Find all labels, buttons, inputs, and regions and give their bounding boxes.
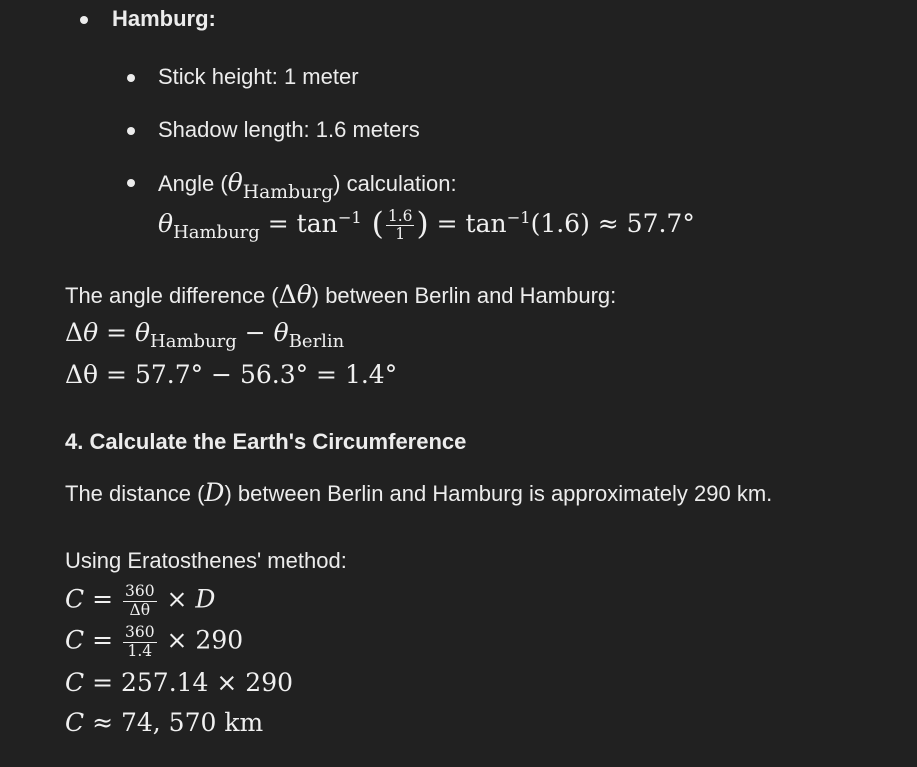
fraction-1-6-over-1: $\frac{1.6}{1}$ [387, 206, 413, 243]
section-4-heading: 4. Calculate the Earth's Circumference [65, 429, 467, 454]
angle-difference-intro: The angle difference (Δθ) between Berlin and Hamburg: [65, 280, 617, 309]
bullet-dot [127, 127, 135, 135]
hamburg-subscript: Hamburg [242, 181, 334, 203]
circumference-formula: C = $\frac{360}{\Delta\theta}$ × D [65, 582, 216, 619]
method-intro: Using Eratosthenes' method: [65, 548, 347, 573]
angle-calc-item [158, 168, 457, 203]
circumference-step: C = 257.14 × 290 [65, 668, 294, 697]
circumference-substituted: C = $\frac{360}{1.4}$ × 290 [65, 623, 244, 660]
angle-label-pre: Angle ( [158, 171, 228, 196]
angle-label-post: ) calculation: [333, 171, 457, 196]
fraction-360-over-delta-theta: $\frac{360}{\Delta\theta}$ [124, 582, 155, 619]
hamburg-angle-equation: $\theta_{Hamburg} = \tan^{-1}$ ( $\frac{1.6}{1}$ ) = $\tan^{-1}(1.6) \approx 57.7^\circ$ [158, 206, 695, 244]
delta-theta-result: Δθ = 57.7° − 56.3° = 1.4° [65, 360, 398, 389]
bullet-dot [80, 16, 88, 24]
delta-theta-definition: $\Delta\theta = \theta_{Hamburg} - \theta_{Berlin}$ [65, 318, 345, 353]
bullet-dot [127, 179, 135, 187]
bullet-dot [127, 74, 135, 82]
shadow-length-item: Shadow length: 1.6 meters [158, 117, 420, 142]
hamburg-heading: Hamburg: [112, 6, 216, 31]
stick-height-item: Stick height: 1 meter [158, 64, 359, 89]
fraction-360-over-1-4: $\frac{360}{1.4}$ [124, 623, 155, 660]
delta-theta-symbol: Δθ [278, 280, 312, 309]
circumference-result: C ≈ 74, 570 km [65, 708, 264, 737]
distance-sentence: The distance (D) between Berlin and Hamburg is approximately 290 km. [65, 478, 773, 507]
theta-symbol: $\theta_{Hamburg}$ [227, 168, 334, 203]
